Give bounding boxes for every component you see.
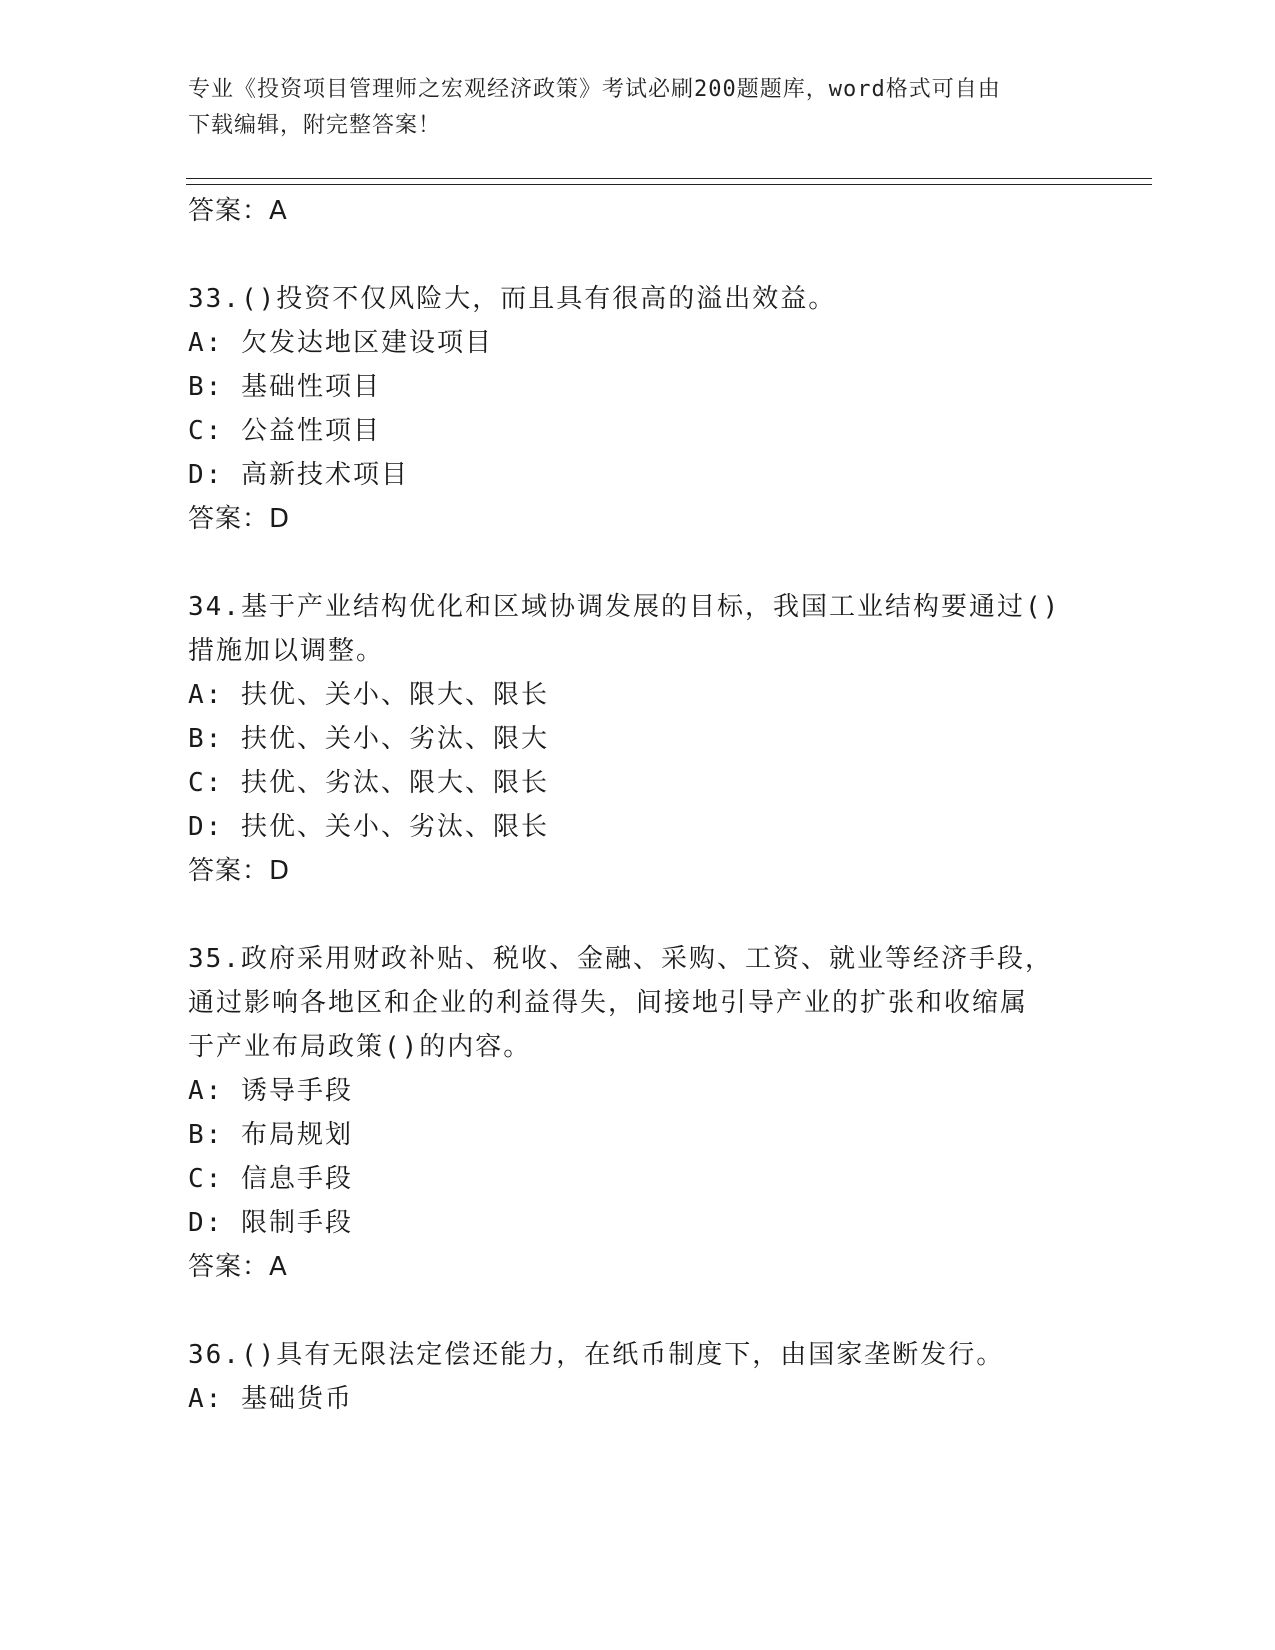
header-rule-bottom xyxy=(186,184,1152,185)
question-35-option-b: B: 布局规划 xyxy=(188,1120,353,1150)
question-35-option-d: D: 限制手段 xyxy=(188,1208,353,1238)
question-35-stem-line-2: 通过影响各地区和企业的利益得失，间接地引导产业的扩张和收缩属 xyxy=(188,988,1029,1018)
question-35-answer: 答案：A xyxy=(188,1252,288,1282)
question-33-option-c: C: 公益性项目 xyxy=(188,416,381,446)
question-35-option-a: A: 诱导手段 xyxy=(188,1076,353,1106)
header-line-2: 下载编辑，附完整答案！ xyxy=(188,113,442,138)
question-33-option-a: A: 欠发达地区建设项目 xyxy=(188,328,493,358)
question-33-option-d: D: 高新技术项目 xyxy=(188,460,409,490)
question-34-stem-line-2: 措施加以调整。 xyxy=(188,636,385,666)
question-34-option-b: B: 扶优、关小、劣汰、限大 xyxy=(188,724,549,754)
question-34-option-c: C: 扶优、劣汰、限大、限长 xyxy=(188,768,549,798)
question-34-stem-line-1: 34.基于产业结构优化和区域协调发展的目标，我国工业结构要通过() xyxy=(188,592,1061,622)
header-line-1: 专业《投资项目管理师之宏观经济政策》考试必刷200题题库，word格式可自由 xyxy=(188,77,1001,102)
question-33-option-b: B: 基础性项目 xyxy=(188,372,381,402)
header-rule-top xyxy=(186,178,1152,179)
question-33-answer: 答案：D xyxy=(188,504,291,534)
document-header xyxy=(188,72,1068,144)
question-36-stem: 36.()具有无限法定偿还能力，在纸币制度下，由国家垄断发行。 xyxy=(188,1340,1005,1370)
question-34-option-d: D: 扶优、关小、劣汰、限长 xyxy=(188,812,549,842)
question-35-stem-line-1: 35.政府采用财政补贴、税收、金融、采购、工资、就业等经济手段， xyxy=(188,944,1053,974)
question-35-option-c: C: 信息手段 xyxy=(188,1164,353,1194)
question-36-option-a: A: 基础货币 xyxy=(188,1384,353,1414)
question-34-option-a: A: 扶优、关小、限大、限长 xyxy=(188,680,549,710)
question-33-stem: 33.()投资不仅风险大，而且具有很高的溢出效益。 xyxy=(188,284,837,314)
previous-answer: 答案：A xyxy=(188,196,288,226)
question-35-stem-line-3: 于产业布局政策()的内容。 xyxy=(188,1032,532,1062)
question-34-answer: 答案：D xyxy=(188,856,291,886)
